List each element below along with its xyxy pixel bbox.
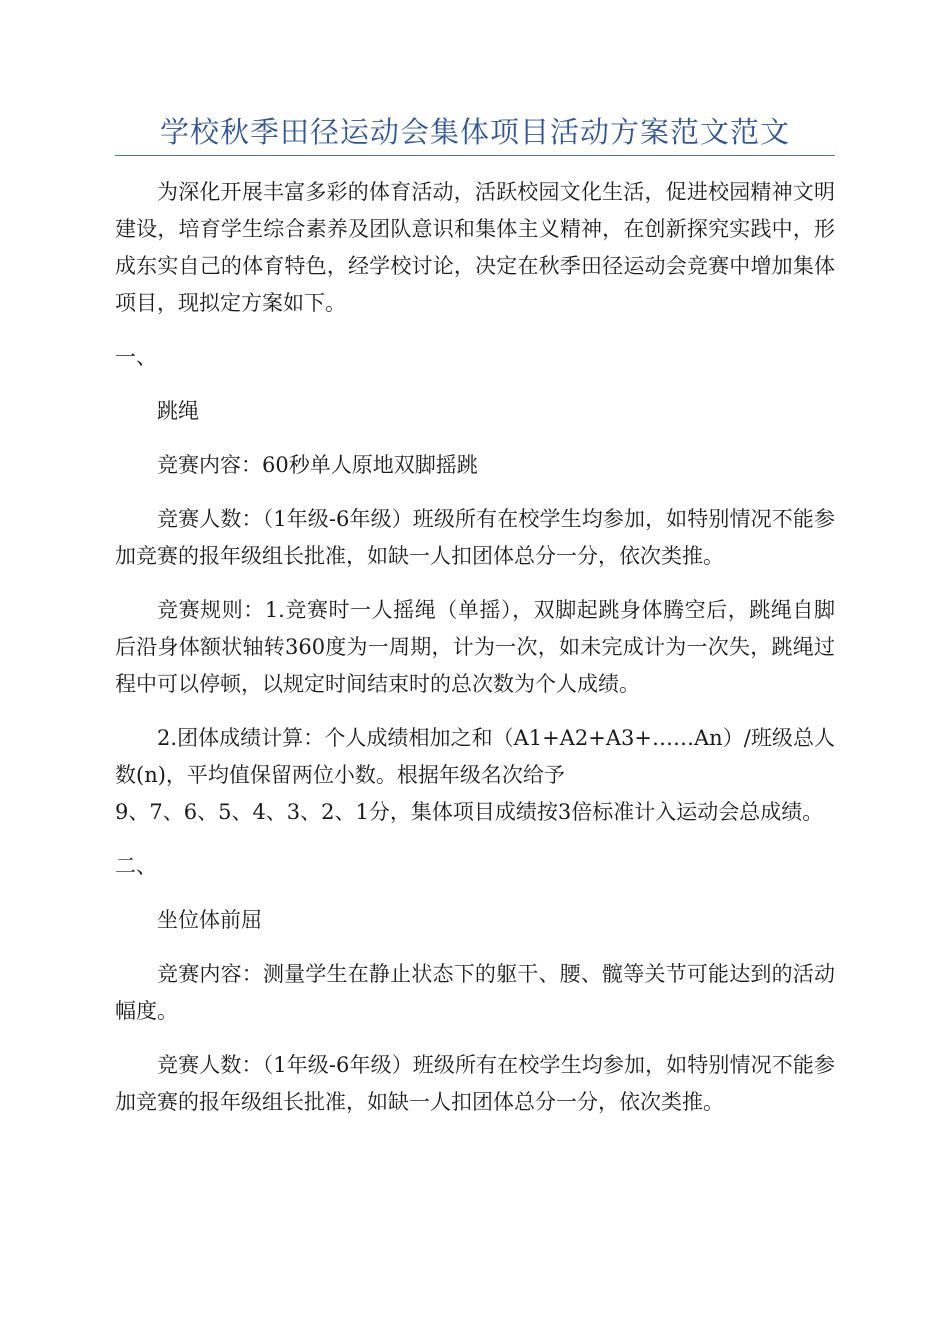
section-2-name: 坐位体前屈 bbox=[157, 908, 262, 932]
document-title: 学校秋季田径运动会集体项目活动方案范文范文 bbox=[159, 115, 790, 149]
section-1-scoring-line-1: 2.团体成绩计算：个人成绩相加之和（A1+A2+A3+……An）/班级总人数(n)，平均值保留两位小数。根据年级名次给予 bbox=[115, 726, 835, 787]
section-1-rules: 竞赛规则：1.竞赛时一人摇绳（单摇），双脚起跳身体腾空后，跳绳自脚后沿身体额状轴转360度为一周期，计为一次，如未完成计为一次失，跳绳过程中可以停顿，以规定时间结束时的总次数为个人成绩。 bbox=[115, 598, 835, 696]
intro-paragraph: 为深化开展丰富多彩的体育活动，活跃校园文化生活，促进校园精神文明建设，培育学生综合素养及团队意识和集体主义精神，在创新探究实践中，形成东实自己的体育特色，经学校讨论，决定在秋季田径运动会竞赛中增加集体项目，现拟定方案如下。 bbox=[115, 180, 835, 315]
section-1-content: 竞赛内容：60秒单人原地双脚摇跳 bbox=[157, 453, 478, 477]
document-body bbox=[115, 174, 835, 1138]
section-1-number: 一、 bbox=[115, 345, 157, 369]
title-underline bbox=[115, 155, 835, 156]
section-1-scoring-line-2: 9、7、6、5、4、3、2、1分，集体项目成绩按3倍标准计入运动会总成绩。 bbox=[115, 800, 824, 824]
section-2-participants: 竞赛人数：（1年级-6年级）班级所有在校学生均参加，如特别情况不能参加竞赛的报年级组长批准，如缺一人扣团体总分一分，依次类推。 bbox=[115, 1053, 835, 1114]
section-2-number: 二、 bbox=[115, 854, 157, 878]
section-1-scoring bbox=[115, 720, 835, 831]
section-2-content: 竞赛内容：测量学生在静止状态下的躯干、腰、髋等关节可能达到的活动幅度。 bbox=[115, 962, 835, 1023]
section-1-participants: 竞赛人数：（1年级-6年级）班级所有在校学生均参加，如特别情况不能参加竞赛的报年级组长批准，如缺一人扣团体总分一分，依次类推。 bbox=[115, 507, 835, 568]
section-1-name: 跳绳 bbox=[157, 399, 199, 423]
